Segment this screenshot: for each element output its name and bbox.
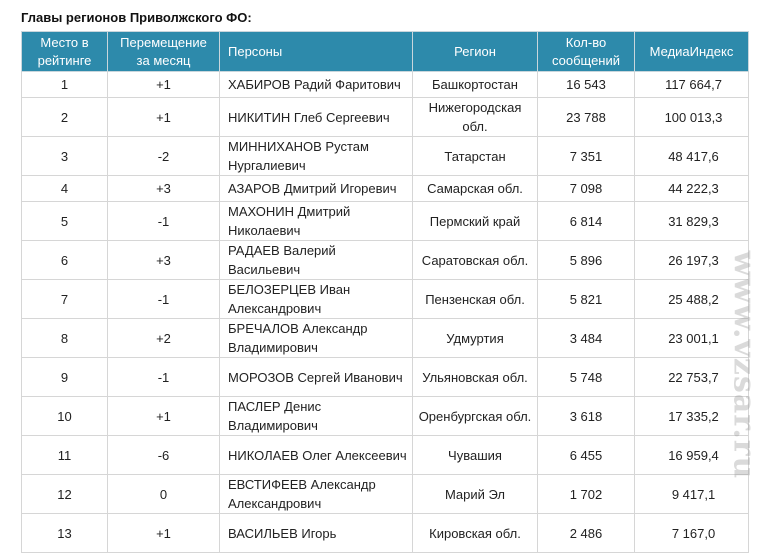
table-header-row (22, 32, 749, 72)
cell-move: +1 (108, 72, 220, 98)
cell-name: БРЕЧАЛОВ Александр Владимирович (220, 319, 413, 358)
cell-move: -1 (108, 202, 220, 241)
cell-messages: 16 543 (538, 72, 635, 98)
cell-rank: 11 (22, 436, 108, 475)
table-row (22, 137, 749, 176)
cell-media: 26 197,3 (635, 241, 749, 280)
cell-messages: 5 896 (538, 241, 635, 280)
cell-region: Чувашия (413, 436, 538, 475)
header-persons: Персоны (220, 32, 413, 72)
cell-media: 23 001,1 (635, 319, 749, 358)
cell-region: Удмуртия (413, 319, 538, 358)
cell-messages: 23 788 (538, 98, 635, 137)
cell-name: МАХОНИН Дмитрий Николаевич (220, 202, 413, 241)
table-row (22, 514, 749, 553)
cell-move: -2 (108, 137, 220, 176)
cell-messages: 6 455 (538, 436, 635, 475)
cell-region: Ульяновская обл. (413, 358, 538, 397)
cell-move: -1 (108, 358, 220, 397)
cell-region: Нижегородская обл. (413, 98, 538, 137)
cell-media: 22 753,7 (635, 358, 749, 397)
cell-messages: 6 814 (538, 202, 635, 241)
cell-media: 7 167,0 (635, 514, 749, 553)
cell-rank: 5 (22, 202, 108, 241)
table-row (22, 176, 749, 202)
cell-region: Марий Эл (413, 475, 538, 514)
table-row (22, 436, 749, 475)
cell-rank: 4 (22, 176, 108, 202)
cell-region: Самарская обл. (413, 176, 538, 202)
watermark-text: www.vzsar.ru (726, 250, 762, 480)
table-row (22, 72, 749, 98)
cell-rank: 13 (22, 514, 108, 553)
cell-name: ХАБИРОВ Радий Фаритович (220, 72, 413, 98)
cell-move: -1 (108, 280, 220, 319)
ratings-table (21, 31, 749, 553)
cell-rank: 12 (22, 475, 108, 514)
cell-messages: 3 484 (538, 319, 635, 358)
cell-name: НИКИТИН Глеб Сергеевич (220, 98, 413, 137)
cell-media: 48 417,6 (635, 137, 749, 176)
cell-rank: 3 (22, 137, 108, 176)
cell-move: +2 (108, 319, 220, 358)
cell-media: 16 959,4 (635, 436, 749, 475)
cell-rank: 7 (22, 280, 108, 319)
cell-media: 44 222,3 (635, 176, 749, 202)
page-title: Главы регионов Приволжского ФО: (21, 10, 252, 25)
table-row (22, 98, 749, 137)
table-row (22, 358, 749, 397)
cell-media: 17 335,2 (635, 397, 749, 436)
table-row (22, 319, 749, 358)
cell-region: Пермский край (413, 202, 538, 241)
cell-move: +3 (108, 176, 220, 202)
table-row (22, 397, 749, 436)
cell-media: 31 829,3 (635, 202, 749, 241)
cell-name: НИКОЛАЕВ Олег Алексеевич (220, 436, 413, 475)
cell-region: Кировская обл. (413, 514, 538, 553)
cell-messages: 5 821 (538, 280, 635, 319)
header-messages: Кол-во сообщений (538, 32, 635, 72)
cell-messages: 3 618 (538, 397, 635, 436)
cell-rank: 6 (22, 241, 108, 280)
cell-move: -6 (108, 436, 220, 475)
cell-rank: 10 (22, 397, 108, 436)
cell-messages: 5 748 (538, 358, 635, 397)
cell-move: +3 (108, 241, 220, 280)
cell-name: ПАСЛЕР Денис Владимирович (220, 397, 413, 436)
cell-media: 100 013,3 (635, 98, 749, 137)
cell-move: +1 (108, 397, 220, 436)
cell-media: 9 417,1 (635, 475, 749, 514)
cell-name: БЕЛОЗЕРЦЕВ Иван Александрович (220, 280, 413, 319)
cell-region: Башкортостан (413, 72, 538, 98)
cell-rank: 9 (22, 358, 108, 397)
header-media: МедиаИндекс (635, 32, 749, 72)
cell-media: 117 664,7 (635, 72, 749, 98)
header-rank: Место в рейтинге (22, 32, 108, 72)
cell-move: 0 (108, 475, 220, 514)
cell-name: РАДАЕВ Валерий Васильевич (220, 241, 413, 280)
cell-region: Саратовская обл. (413, 241, 538, 280)
cell-region: Татарстан (413, 137, 538, 176)
watermark (724, 195, 764, 535)
cell-name: ЕВСТИФЕЕВ Александр Александрович (220, 475, 413, 514)
cell-rank: 1 (22, 72, 108, 98)
cell-move: +1 (108, 514, 220, 553)
table-row (22, 202, 749, 241)
cell-rank: 2 (22, 98, 108, 137)
header-region: Регион (413, 32, 538, 72)
cell-name: АЗАРОВ Дмитрий Игоревич (220, 176, 413, 202)
cell-move: +1 (108, 98, 220, 137)
cell-messages: 7 098 (538, 176, 635, 202)
cell-name: ВАСИЛЬЕВ Игорь (220, 514, 413, 553)
cell-messages: 1 702 (538, 475, 635, 514)
cell-rank: 8 (22, 319, 108, 358)
cell-region: Пензенская обл. (413, 280, 538, 319)
table-row (22, 241, 749, 280)
cell-messages: 7 351 (538, 137, 635, 176)
cell-name: МОРОЗОВ Сергей Иванович (220, 358, 413, 397)
table-row (22, 280, 749, 319)
cell-messages: 2 486 (538, 514, 635, 553)
cell-media: 25 488,2 (635, 280, 749, 319)
header-move: Перемещение за месяц (108, 32, 220, 72)
cell-name: МИННИХАНОВ Рустам Нургалиевич (220, 137, 413, 176)
cell-region: Оренбургская обл. (413, 397, 538, 436)
table-row (22, 475, 749, 514)
